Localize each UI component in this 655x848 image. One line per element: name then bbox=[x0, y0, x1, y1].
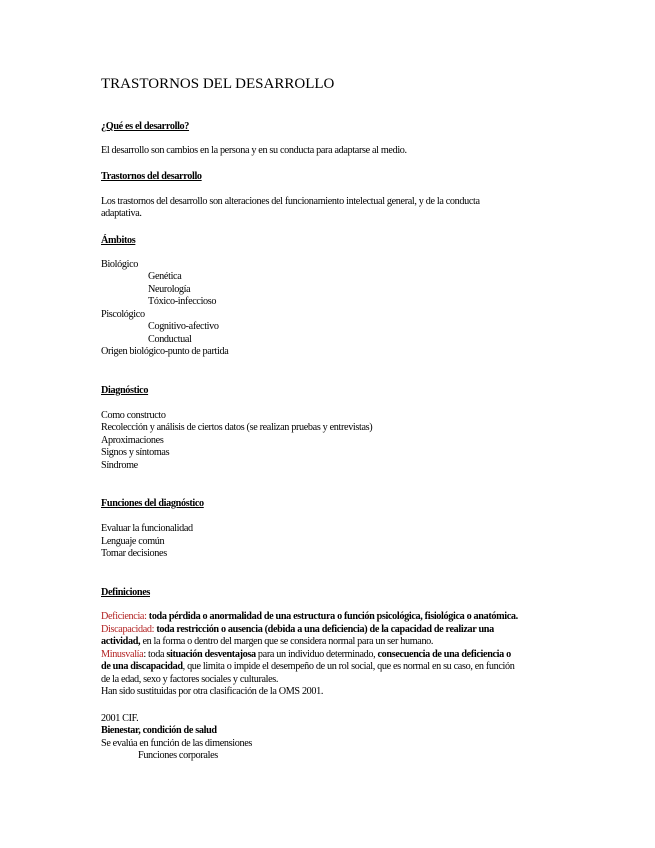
paragraph: Se evalúa en función de las dimensiones bbox=[101, 738, 253, 749]
term-discapacidad: Discapacidad: bbox=[101, 624, 155, 635]
list-item: Signos y síntomas bbox=[101, 447, 170, 458]
definition-bold: actividad, bbox=[101, 636, 141, 647]
definition-bold: consecuencia de una deficiencia o bbox=[377, 649, 511, 660]
section-heading-definiciones: Definiciones bbox=[101, 587, 150, 598]
section-heading-trastornos: Trastornos del desarrollo bbox=[101, 171, 202, 182]
definition-line bbox=[101, 661, 515, 674]
page-title: TRASTORNOS DEL DESARROLLO bbox=[101, 76, 335, 92]
definition-text: : toda bbox=[143, 649, 167, 660]
list-item: Tomar decisiones bbox=[101, 548, 167, 559]
list-item: Tóxico-infeccioso bbox=[148, 296, 217, 307]
paragraph-line: Los trastornos del desarrollo son alteraciones del funcionamiento intelectual general, y de la conducta bbox=[101, 196, 480, 207]
definition-line: de la edad, sexo y factores sociales y culturales. bbox=[101, 674, 279, 685]
definition-bold: de una discapacidad bbox=[101, 661, 183, 672]
list-item: Cognitivo-afectivo bbox=[148, 321, 219, 332]
section-heading-ambitos: Ámbitos bbox=[101, 235, 136, 246]
list-item: Aproximaciones bbox=[101, 435, 164, 446]
definition-line bbox=[101, 636, 433, 649]
term-deficiencia: Deficiencia: bbox=[101, 611, 147, 622]
list-item: Lenguaje común bbox=[101, 536, 165, 547]
section-heading-diagnostico: Diagnóstico bbox=[101, 385, 149, 396]
definition-discapacidad bbox=[101, 624, 494, 637]
list-item: Conductual bbox=[148, 334, 192, 345]
definition-text: toda restricción o ausencia (debida a una deficiencia) de la capacidad de realizar una bbox=[154, 624, 494, 635]
definition-text: toda pérdida o anormalidad de una estructura o función psicológica, fisiológica o anatómica. bbox=[146, 611, 518, 622]
definition-minusvalia bbox=[101, 649, 511, 662]
list-item: Funciones corporales bbox=[138, 750, 218, 761]
list-item: Piscológico bbox=[101, 309, 145, 320]
definition-text: para un individuo determinado, bbox=[255, 649, 378, 660]
list-item: Neurología bbox=[148, 284, 191, 295]
section-heading-desarrollo: ¿Qué es el desarrollo? bbox=[101, 121, 190, 132]
definition-text: en la forma o dentro del margen que se considera normal para un ser humano. bbox=[140, 636, 434, 647]
definition-bold: situación desventajosa bbox=[166, 649, 256, 660]
list-item: Síndrome bbox=[101, 460, 138, 471]
section-heading-funciones: Funciones del diagnóstico bbox=[101, 498, 204, 509]
list-item: Evaluar la funcionalidad bbox=[101, 523, 193, 534]
list-item: Recolección y análisis de ciertos datos (se realizan pruebas y entrevistas) bbox=[101, 422, 373, 433]
cif-label: 2001 CIF. bbox=[101, 713, 139, 724]
paragraph: El desarrollo son cambios en la persona y en su conducta para adaptarse al medio. bbox=[101, 145, 407, 156]
paragraph-line: adaptativa. bbox=[101, 208, 142, 219]
definition-deficiencia bbox=[101, 611, 518, 624]
list-item: Como constructo bbox=[101, 410, 166, 421]
definition-text: , que limita o impide el desempeño de un rol social, que es normal en su caso, en función bbox=[182, 661, 515, 672]
list-item: Origen biológico-punto de partida bbox=[101, 346, 229, 357]
bienestar-label: Bienestar, condición de salud bbox=[101, 725, 217, 736]
list-item: Biológico bbox=[101, 259, 139, 270]
list-item: Genética bbox=[148, 271, 182, 282]
term-minusvalia: Minusvalía bbox=[101, 649, 144, 660]
paragraph: Han sido sustituidas por otra clasificación de la OMS 2001. bbox=[101, 686, 324, 697]
